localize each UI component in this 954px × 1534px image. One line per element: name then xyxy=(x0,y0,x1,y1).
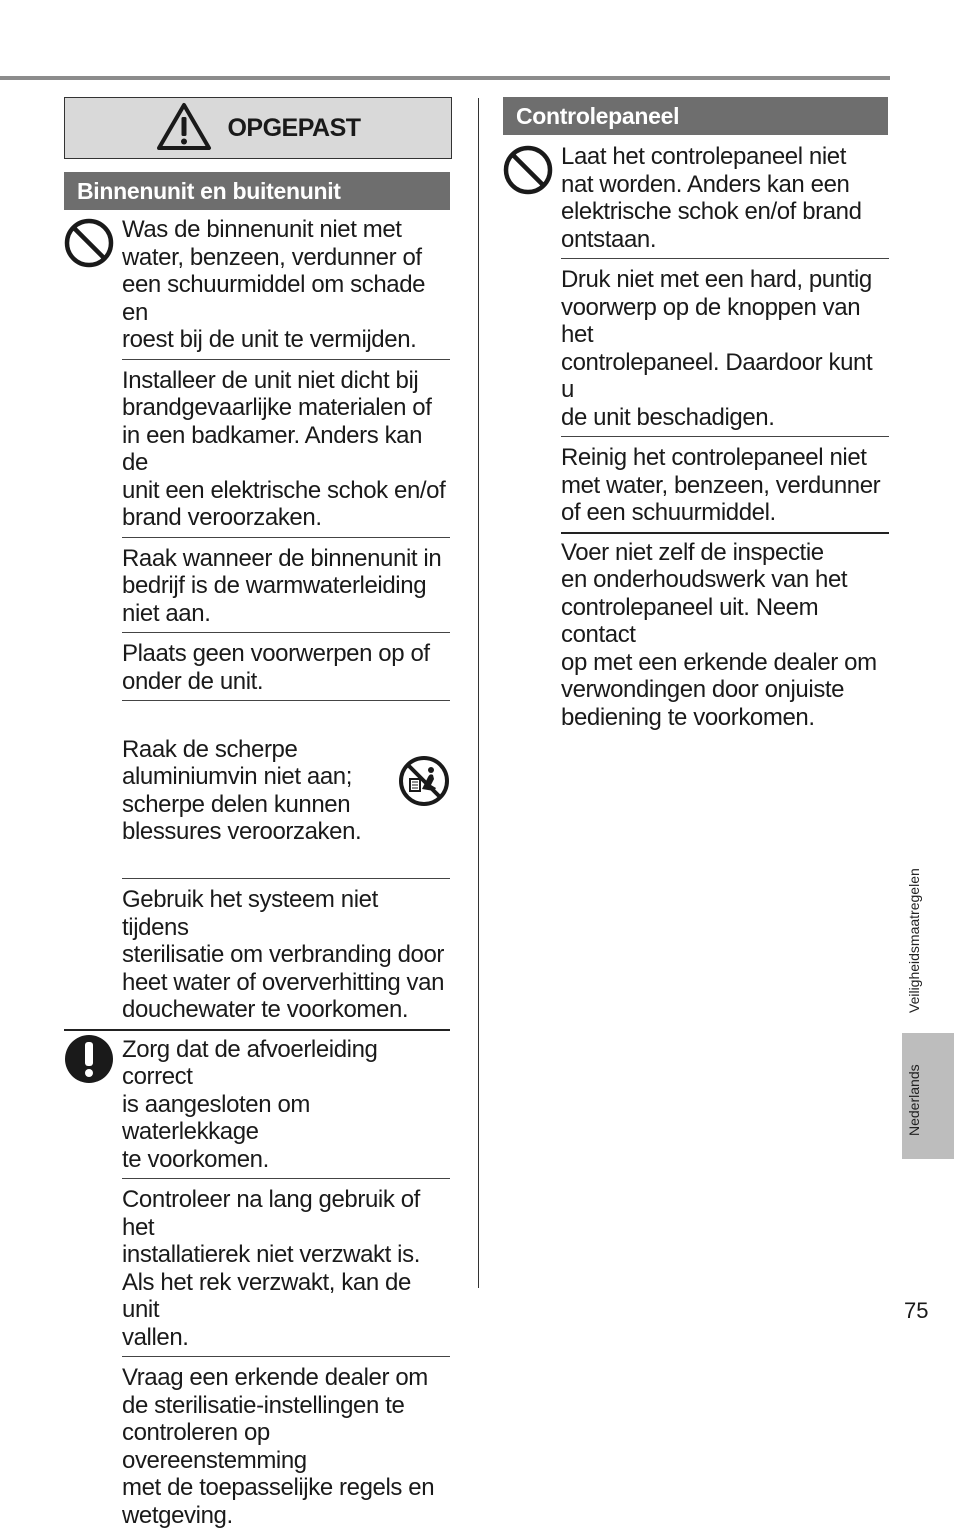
caution-header xyxy=(64,97,452,159)
top-rule xyxy=(0,76,890,80)
list-item: Installeer de unit niet dicht bij brandgevaarlijke materialen of in een badkamer. Anders kan de unit een elektrische schok en/of brand veroorzaken. xyxy=(122,359,450,537)
list-item: Druk niet met een hard, puntig voorwerp op de knoppen van het controlepaneel. Daardoor kunt u de unit beschadigen. xyxy=(561,258,889,436)
do-not-touch-icon xyxy=(398,727,450,813)
mandatory-group xyxy=(64,1029,450,1534)
list-item: Controleer na lang gebruik of het installatierek niet verzwakt is. Als het rek verzwakt, kan de unit vallen. xyxy=(122,1178,450,1356)
prohibited-group xyxy=(503,143,889,532)
caution-label: OPGEPAST xyxy=(227,114,360,143)
side-tab-safety: Veiligheidsmaatregelen xyxy=(906,858,922,1013)
page-number: 75 xyxy=(904,1298,928,1324)
list-item: Vraag een erkende dealer om de sterilisatie-instellingen te controleren op overeenstemming met de toepasselijke regels en wetgeving. xyxy=(122,1356,450,1534)
section-title-indoor-outdoor: Binnenunit en buitenunit xyxy=(64,172,450,210)
prohibited-icon xyxy=(64,218,114,273)
list-item: Zorg dat de afvoerleiding correct is aangesloten om waterlekkage te voorkomen. xyxy=(122,1036,450,1179)
list-item: Was de binnenunit niet met water, benzeen, verdunner of een schuurmiddel om schade en roest bij de unit te vermijden. xyxy=(122,216,450,359)
general-group xyxy=(561,532,889,737)
list-item: Voer niet zelf de inspectie en onderhoudswerk van het controlepaneel uit. Neem contact op met een erkende dealer om verwondingen door onjuiste bediening te voorkomen. xyxy=(561,539,889,737)
section-title-control-panel: Controlepaneel xyxy=(503,97,888,135)
warning-triangle-icon xyxy=(155,101,213,156)
list-item xyxy=(122,700,450,878)
side-tab-language: Nederlands xyxy=(906,1056,922,1136)
left-column xyxy=(64,216,450,1534)
column-divider xyxy=(478,98,479,1288)
prohibited-icon xyxy=(503,145,553,200)
mandatory-exclamation-icon xyxy=(64,1033,114,1090)
prohibited-group xyxy=(64,216,450,1029)
list-item: Plaats geen voorwerpen op of onder de unit. xyxy=(122,632,450,700)
list-item: Laat het controlepaneel niet nat worden. Anders kan een elektrische schok en/of brand ontstaan. xyxy=(561,143,889,258)
list-item: Gebruik het systeem niet tijdens sterilisatie om verbranding door heet water of oververhitting van douchewater te voorkomen. xyxy=(122,878,450,1029)
list-item-text: Raak de scherpe aluminiumvin niet aan; scherpe delen kunnen blessures veroorzaken. xyxy=(122,736,361,846)
list-item: Raak wanneer de binnenunit in bedrijf is de warmwaterleiding niet aan. xyxy=(122,537,450,633)
list-item: Reinig het controlepaneel niet met water, benzeen, verdunner of een schuurmiddel. xyxy=(561,436,889,532)
right-column xyxy=(503,143,889,736)
